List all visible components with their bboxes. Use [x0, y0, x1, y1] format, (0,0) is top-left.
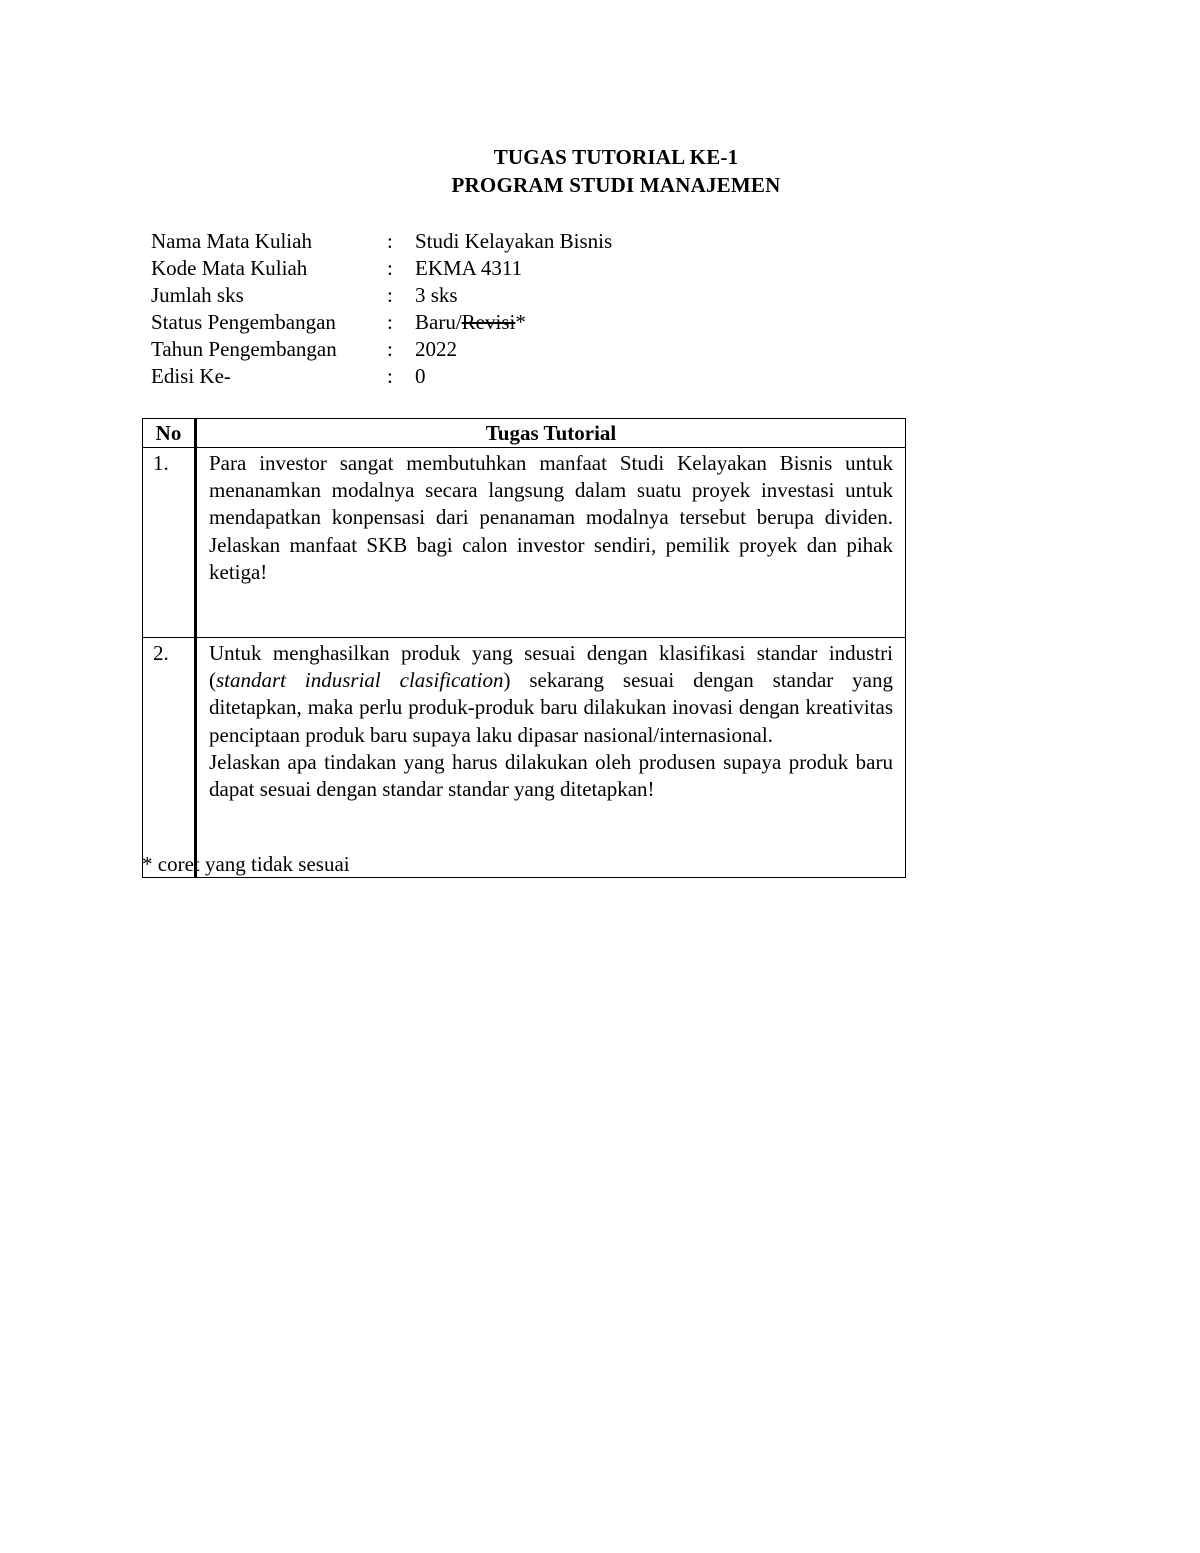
- program-title: PROGRAM STUDI MANAJEMEN: [451, 173, 781, 197]
- info-value: 3 sks: [415, 283, 458, 307]
- status-asterisk: *: [515, 310, 526, 334]
- info-label: Tahun Pengembangan: [151, 337, 337, 361]
- table-row: [143, 638, 906, 878]
- info-row-course-name: [151, 228, 612, 255]
- table-header-row: [143, 419, 906, 448]
- info-value: [415, 309, 526, 336]
- info-value: 0: [415, 364, 426, 388]
- task-question: Jelaskan apa tindakan yang harus dilakukan oleh produsen supaya produk baru dapat sesuai dengan standar standar yang ditetapkan!: [209, 749, 893, 802]
- info-colon: :: [387, 337, 393, 361]
- status-revision-struck: Revisi: [461, 310, 516, 334]
- task-text-after: ) sekarang sesuai dengan standar yang ditetapkan, maka perlu produk-produk baru dilakukan inovasi dengan kreativitas penciptaan produk baru supaya laku dipasar nasional/internasional.: [209, 668, 894, 747]
- info-value: Studi Kelayakan Bisnis: [415, 229, 613, 253]
- task-cell: [196, 448, 906, 638]
- row-number-cell: [143, 448, 196, 638]
- info-label: Edisi Ke-: [151, 364, 231, 388]
- course-info: [151, 228, 612, 390]
- info-value: 2022: [415, 337, 457, 361]
- task-text-italic: standart indusrial clasification: [216, 668, 504, 693]
- status-new: Baru/: [415, 310, 462, 334]
- task-text-before: Untuk menghasilkan produk yang sesuai dengan klasifikasi standar industri (: [209, 641, 893, 693]
- info-row-development-status: [151, 309, 612, 336]
- info-row-credits: [151, 282, 612, 309]
- info-colon: :: [387, 310, 393, 334]
- document-title: TUGAS TUTORIAL KE-1: [493, 145, 739, 169]
- task-text: Para investor sangat membutuhkan manfaat Studi Kelayakan Bisnis untuk menanamkan modalnya secara langsung dalam suatu proyek investasi untuk mendapatkan konpensasi dari penanaman modalnya tersebut berupa dividen. Jelaskan manfaat SKB bagi calon investor sendiri, pemilik proyek dan pihak ketiga!: [209, 451, 893, 584]
- info-label: Kode Mata Kuliah: [151, 256, 308, 280]
- tutorial-task-table: [142, 418, 906, 878]
- info-colon: :: [387, 256, 393, 280]
- info-row-development-year: [151, 336, 612, 363]
- task-cell: [196, 638, 906, 878]
- info-label: Status Pengembangan: [151, 310, 336, 334]
- info-row-edition: [151, 363, 612, 390]
- row-number: 2.: [153, 641, 169, 665]
- row-number: 1.: [153, 451, 169, 475]
- info-row-course-code: [151, 255, 612, 282]
- info-value: EKMA 4311: [415, 256, 523, 280]
- footnote: * coret yang tidak sesuai: [142, 852, 350, 876]
- info-colon: :: [387, 364, 393, 388]
- task-description: [209, 640, 893, 749]
- table-row: [143, 448, 906, 638]
- info-colon: :: [387, 283, 393, 307]
- row-number-cell: [143, 638, 196, 878]
- info-colon: :: [387, 229, 393, 253]
- header-task: Tugas Tutorial: [196, 419, 906, 448]
- task-text: [197, 638, 905, 803]
- info-label: Nama Mata Kuliah: [151, 229, 312, 253]
- header-no: No: [143, 419, 196, 448]
- info-label: Jumlah sks: [151, 283, 244, 307]
